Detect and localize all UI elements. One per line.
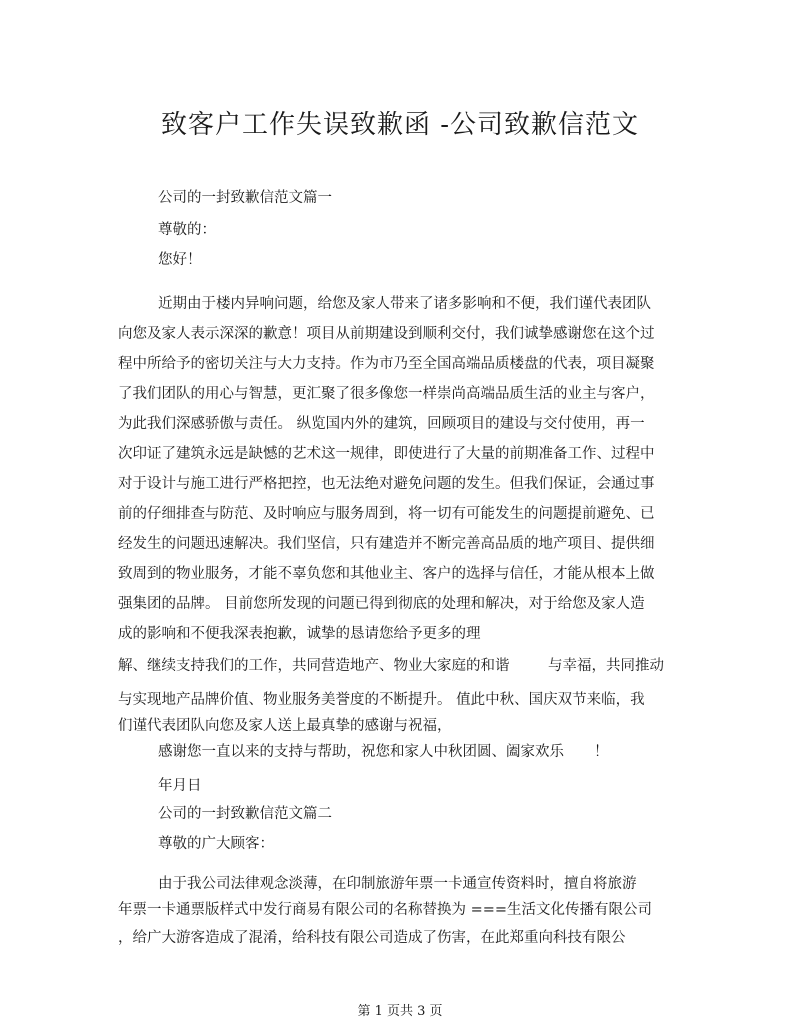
letter2-body-line: ，给广大游客造成了混淆，给科技有限公司造成了伤害，在此郑重向科技有限公 — [118, 930, 626, 946]
letter1-body-line: 解、继续支持我们的工作，共同营造地产、物业大家庭的和谐 — [118, 658, 510, 674]
letter1-date: 年月日 — [158, 778, 202, 794]
letter1-body-line: 们谨代表团队向您及家人送上最真挚的感谢与祝福， — [118, 718, 452, 734]
letter1-body-line: 强集团的品牌。 目前您所发现的问题已得到彻底的处理和解决，对于给您及家人造 — [118, 596, 645, 612]
letter1-body-line: 与幸福，共同推动 — [548, 658, 664, 674]
letter1-greeting: 您好！ — [158, 252, 202, 268]
letter2-salutation: 尊敬的广大顾客： — [158, 836, 274, 852]
letter1-body-line: 致周到的物业服务，才能不辜负您和其他业主、客户的选择与信任，才能从根本上做 — [118, 566, 655, 582]
letter1-heading: 公司的一封致歉信范文篇一 — [158, 190, 332, 206]
letter1-salutation: 尊敬的： — [158, 222, 216, 238]
letter1-body-line: 经发生的问题迅速解决。我们坚信，只有建造并不断完善高品质的地产项目、提供细 — [118, 536, 655, 552]
letter1-body-line: 了我们团队的用心与智慧，更汇聚了很多像您一样崇尚高端品质生活的业主与客户， — [118, 386, 655, 402]
page-footer: 第 1 页共 3 页 — [357, 1004, 443, 1019]
letter1-body-line: 近期由于楼内异响问题，给您及家人带来了诸多影响和不便，我们谨代表团队 — [158, 296, 651, 312]
letter1-body-line: 向您及家人表示深深的歉意！项目从前期建设到顺利交付，我们诚挚感谢您在这个过 — [118, 326, 655, 342]
letter2-heading: 公司的一封致歉信范文篇二 — [158, 806, 332, 822]
letter1-closing: 感谢您一直以来的支持与帮助，祝您和家人中秋团圆、阖家欢乐 — [158, 744, 564, 760]
letter1-body-line: 为此我们深感骄傲与责任。 纵览国内外的建筑，回顾项目的建设与交付使用，再一 — [118, 416, 645, 432]
letter1-body-line: 与实现地产品牌价值、物业服务美誉度的不断提升。 值此中秋、国庆双节来临，我 — [118, 692, 645, 708]
letter1-body-line: 程中所给予的密切关注与大力支持。作为市乃至全国高端品质楼盘的代表，项目凝聚 — [118, 356, 655, 372]
letter1-closing-mark: ！ — [594, 744, 609, 760]
letter2-body-line: 年票一卡通票版样式中发行商易有限公司的名称替换为 ===生活文化传播有限公司 — [118, 902, 653, 918]
letter2-body-line: 由于我公司法律观念淡薄，在印制旅游年票一卡通宣传资料时，擅自将旅游 — [158, 876, 637, 892]
letter1-body-line: 前的仔细排查与防范、及时响应与服务周到，将一切有可能发生的问题提前避免、已 — [118, 506, 655, 522]
letter1-body-line: 次印证了建筑永远是缺憾的艺术这一规律，即使进行了大量的前期准备工作、过程中 — [118, 446, 655, 462]
page-title: 致客户工作失误致歉函 -公司致歉信范文 — [160, 110, 640, 140]
letter1-body-line: 对于设计与施工进行严格把控，也无法绝对避免问题的发生。但我们保证，会通过事 — [118, 476, 655, 492]
letter1-body-line: 成的影响和不便我深表抱歉，诚挚的恳请您给予更多的理 — [118, 626, 481, 642]
